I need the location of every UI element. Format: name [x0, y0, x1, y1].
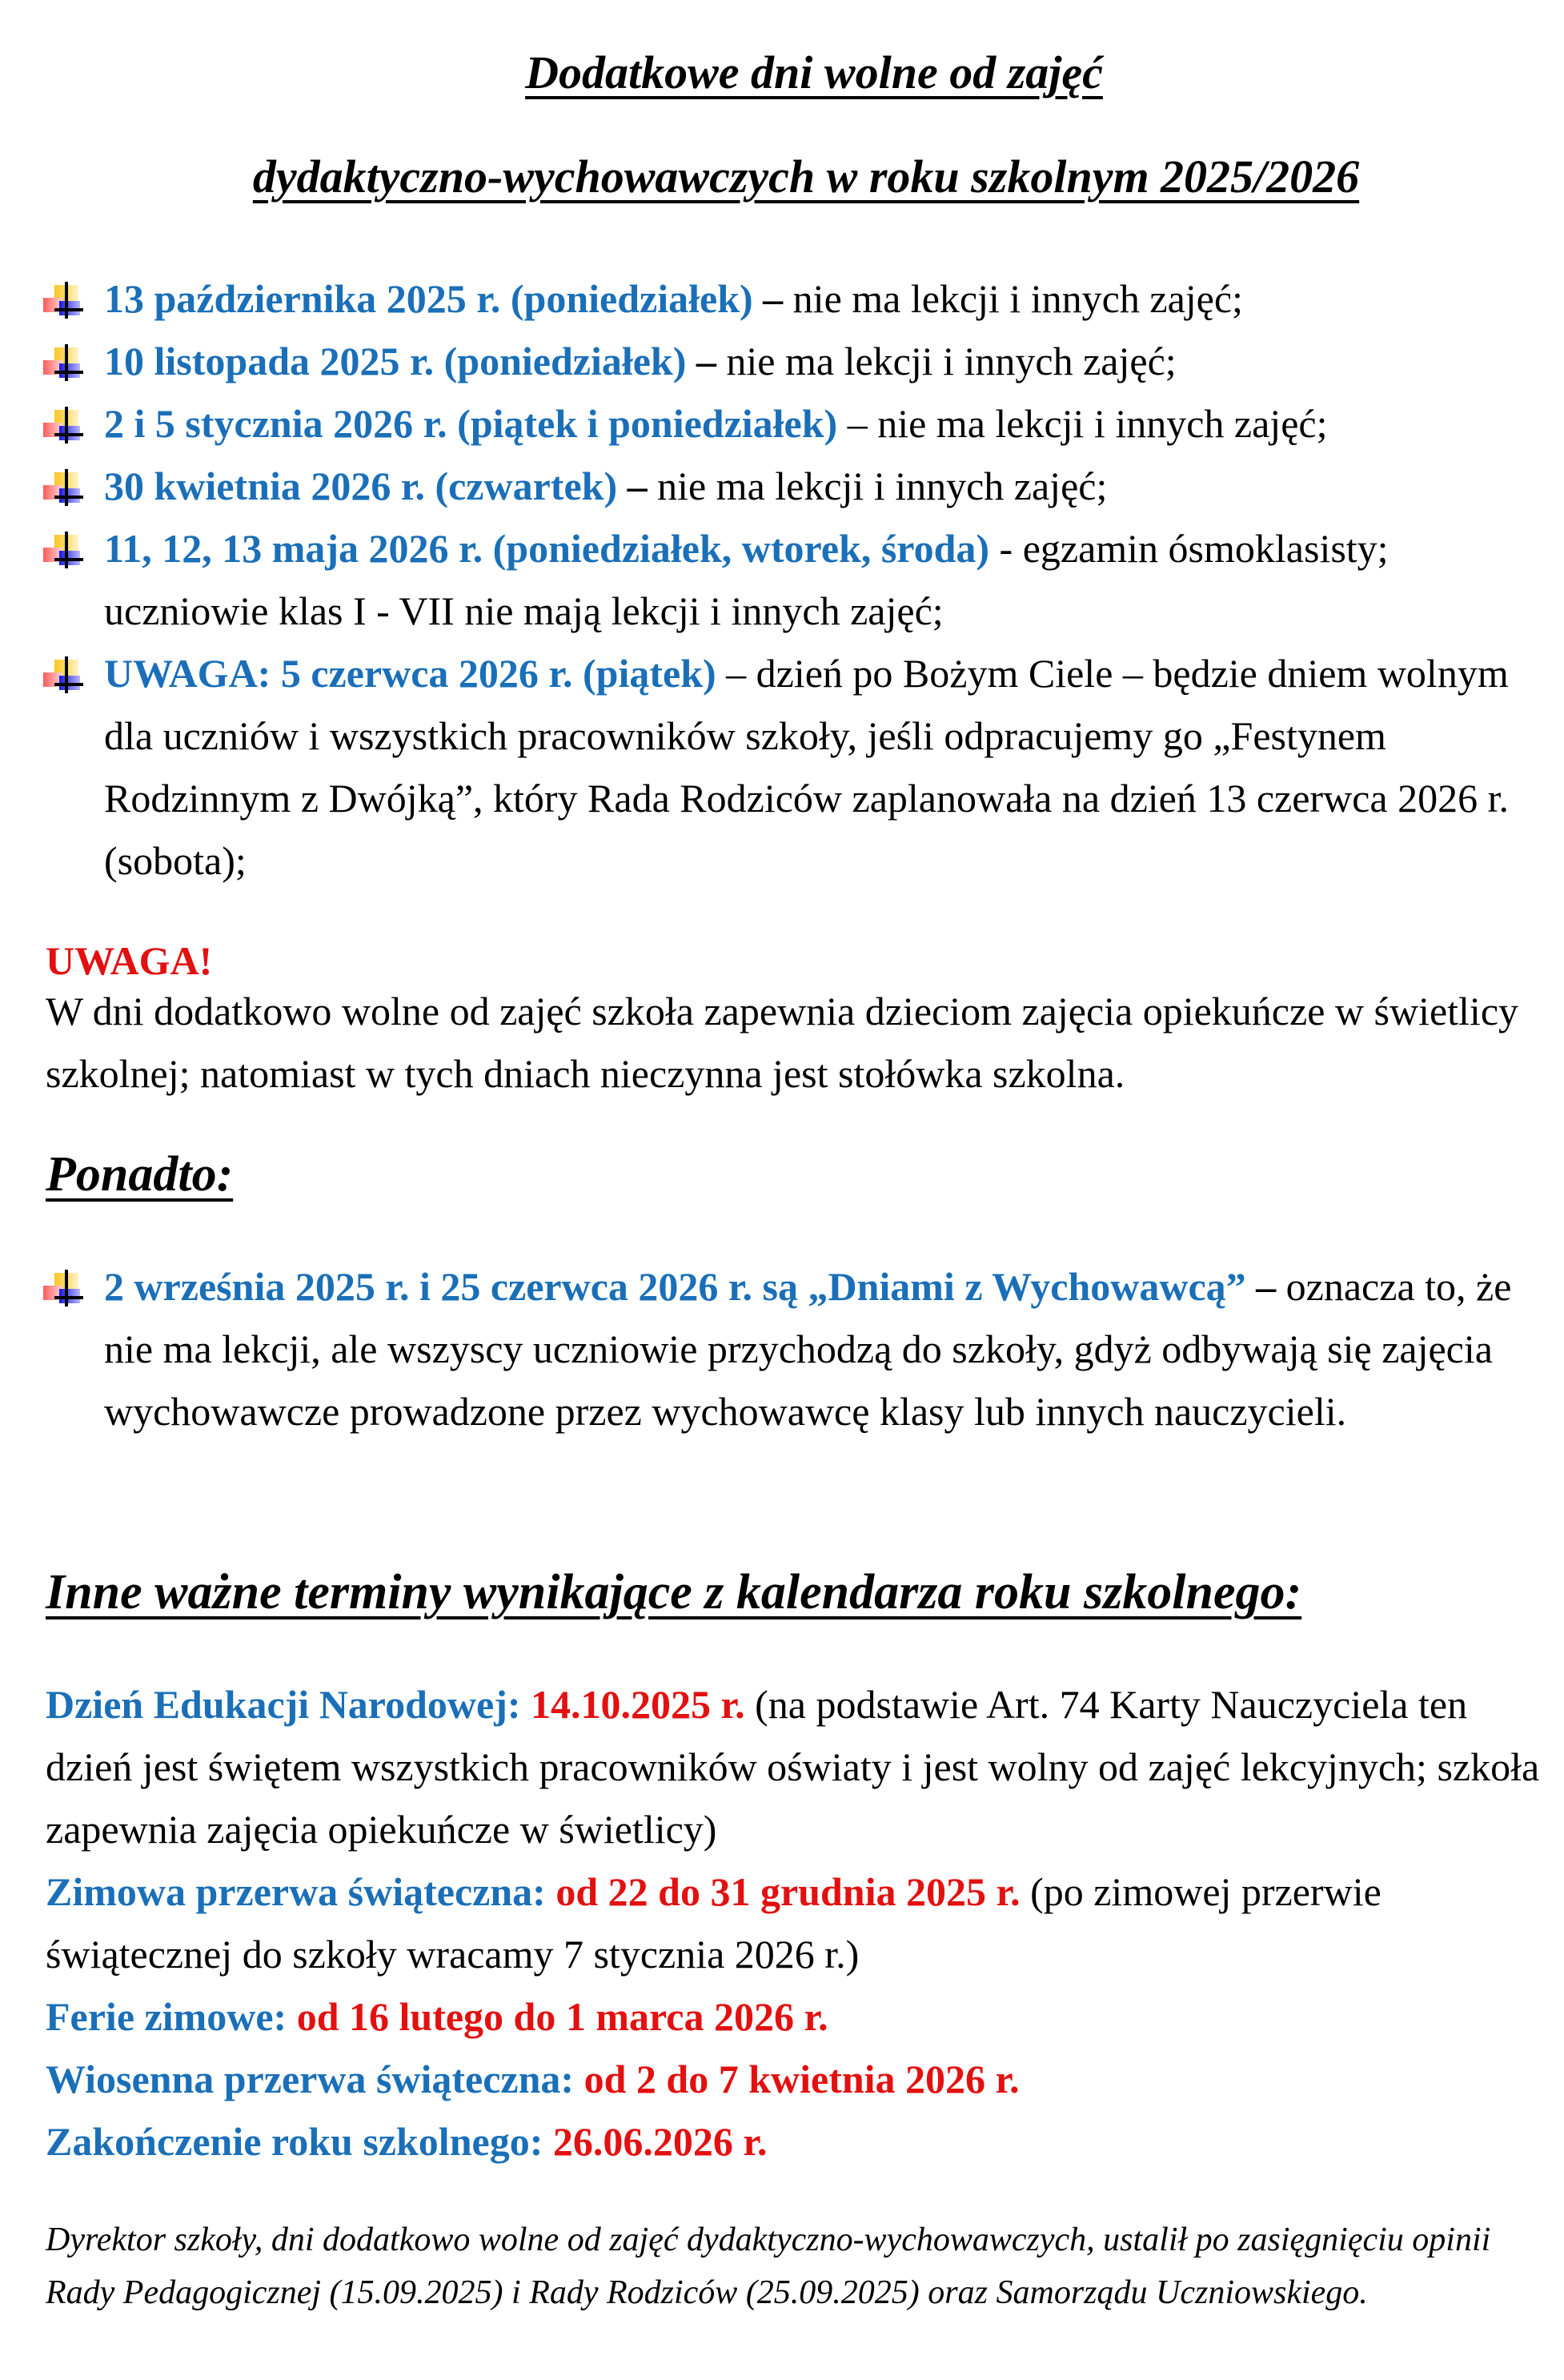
dash: –: [617, 464, 658, 508]
list-item: [0, 267, 1564, 330]
calendar-entries: [46, 1673, 1550, 2173]
entry-label: Zimowa przerwa świąteczna:: [46, 1869, 556, 1914]
notice-title: UWAGA!: [46, 938, 213, 983]
days-off-list: [0, 267, 1564, 892]
day-off-description: nie ma lekcji i innych zajęć;: [877, 401, 1328, 446]
calendar-entry: [46, 1860, 1550, 1985]
notice-block: [46, 937, 1550, 1105]
entry-label: Ferie zimowe:: [46, 1994, 297, 2039]
dash: –: [752, 276, 793, 321]
colored-squares-bullet-icon: [43, 532, 83, 572]
day-off-description: nie ma lekcji i innych zajęć;: [726, 339, 1177, 383]
entry-label: Dzień Edukacji Narodowej:: [46, 1682, 531, 1727]
entry-note: (na podstawie Art. 74 Karty Nauczyciela ten dzień jest świętem wszystkich pracowników oświaty i jest wolny od zajęć lekcyjnych; szkoła zapewnia zajęcia opiekuńcze w świetlicy): [46, 1682, 1540, 1852]
colored-squares-bullet-icon: [43, 407, 83, 447]
list-item: [0, 642, 1564, 892]
entry-date: od 16 lutego do 1 marca 2026 r.: [296, 1994, 828, 2039]
dash: –: [1245, 1264, 1277, 1309]
colored-squares-bullet-icon: [43, 656, 83, 696]
class-teacher-days-description: oznacza to, że nie ma lekcji, ale wszyscy uczniowie przychodzą do szkoły, gdyż odbywają się zajęcia wychowawcze prowadzone przez wychowawcę klasy lub innych nauczycieli.: [104, 1264, 1512, 1434]
dash: -: [989, 526, 1023, 571]
dash: –: [716, 651, 756, 696]
document-title-line1: Dodatkowe dni wolne od zajęć: [525, 46, 1103, 98]
day-off-date: 11, 12, 13 maja 2026 r. (poniedziałek, wtorek, środa): [104, 526, 990, 571]
dash: –: [837, 401, 878, 446]
day-off-description: nie ma lekcji i innych zajęć;: [657, 464, 1108, 508]
list-item: [0, 455, 1564, 517]
calendar-entry: [46, 1985, 1550, 2048]
calendar-entry: [46, 1673, 1550, 1860]
entry-label: Zakończenie roku szkolnego:: [46, 2119, 553, 2164]
day-off-date: UWAGA: 5 czerwca 2026 r. (piątek): [104, 651, 716, 696]
colored-squares-bullet-icon: [43, 344, 83, 384]
calendar-entry: [46, 2110, 1550, 2173]
day-off-date: 13 października 2025 r. (poniedziałek): [104, 276, 753, 321]
calendar-entry: [46, 2048, 1550, 2110]
day-off-description: nie ma lekcji i innych zajęć;: [792, 276, 1243, 321]
colored-squares-bullet-icon: [43, 469, 83, 509]
day-off-date: 30 kwietnia 2026 r. (czwartek): [104, 464, 618, 508]
document-title-line2: dydaktyczno-wychowawczych w roku szkolnym 2025/2026: [252, 151, 1360, 203]
entry-note: (po zimowej przerwie świątecznej do szkoły wracamy 7 stycznia 2026 r.): [46, 1869, 1382, 1977]
list-item: [0, 517, 1564, 642]
notice-text: W dni dodatkowo wolne od zajęć szkoła zapewnia dzieciom zajęcia opiekuńcze w świetlicy szkolnej; natomiast w tych dniach nieczynna jest stołówka szkolna.: [46, 989, 1519, 1096]
entry-date: 14.10.2025 r.: [531, 1682, 745, 1727]
colored-squares-bullet-icon: [43, 1270, 83, 1310]
entry-date: 26.06.2026 r.: [552, 2119, 768, 2164]
entry-label: Wiosenna przerwa świąteczna:: [46, 2057, 584, 2101]
calendar-heading: Inne ważne terminy wynikające z kalendarza roku szkolnego:: [46, 1565, 1302, 1619]
day-off-description: egzamin ósmoklasisty; uczniowie klas I - VII nie mają lekcji i innych zajęć;: [104, 526, 1389, 633]
director-footnote: Dyrektor szkoły, dni dodatkowo wolne od zajęć dydaktyczno-wychowawczych, ustalił po zasięgnięciu opinii Rady Pedagogicznej (15.09.2025) i Rady Rodziców (25.09.2025) oraz Samorządu Uczniowskiego.: [46, 2221, 1491, 2311]
entry-date: od 2 do 7 kwietnia 2026 r.: [583, 2057, 1020, 2101]
entry-date: od 22 do 31 grudnia 2025 r.: [555, 1869, 1021, 1914]
class-teacher-days: 2 września 2025 r. i 25 czerwca 2026 r. są „Dniami z Wychowawcą”: [104, 1264, 1246, 1309]
list-item: [0, 330, 1564, 392]
list-item: [0, 392, 1564, 455]
dash: –: [686, 339, 727, 383]
ponadto-list: [0, 1255, 1564, 1443]
list-item: [0, 1255, 1564, 1443]
day-off-date: 2 i 5 stycznia 2026 r. (piątek i poniedziałek): [104, 401, 838, 446]
day-off-description: dzień po Bożym Ciele – będzie dniem wolnym dla uczniów i wszystkich pracowników szkoły, jeśli odpracujemy go „Festynem Rodzinnym z Dwójką”, który Rada Rodziców zaplanowała na dzień 13 czerwca 2026 r. (sobota);: [104, 651, 1509, 883]
ponadto-heading: Ponadto:: [46, 1147, 234, 1202]
day-off-date: 10 listopada 2025 r. (poniedziałek): [104, 339, 687, 383]
colored-squares-bullet-icon: [43, 282, 83, 322]
